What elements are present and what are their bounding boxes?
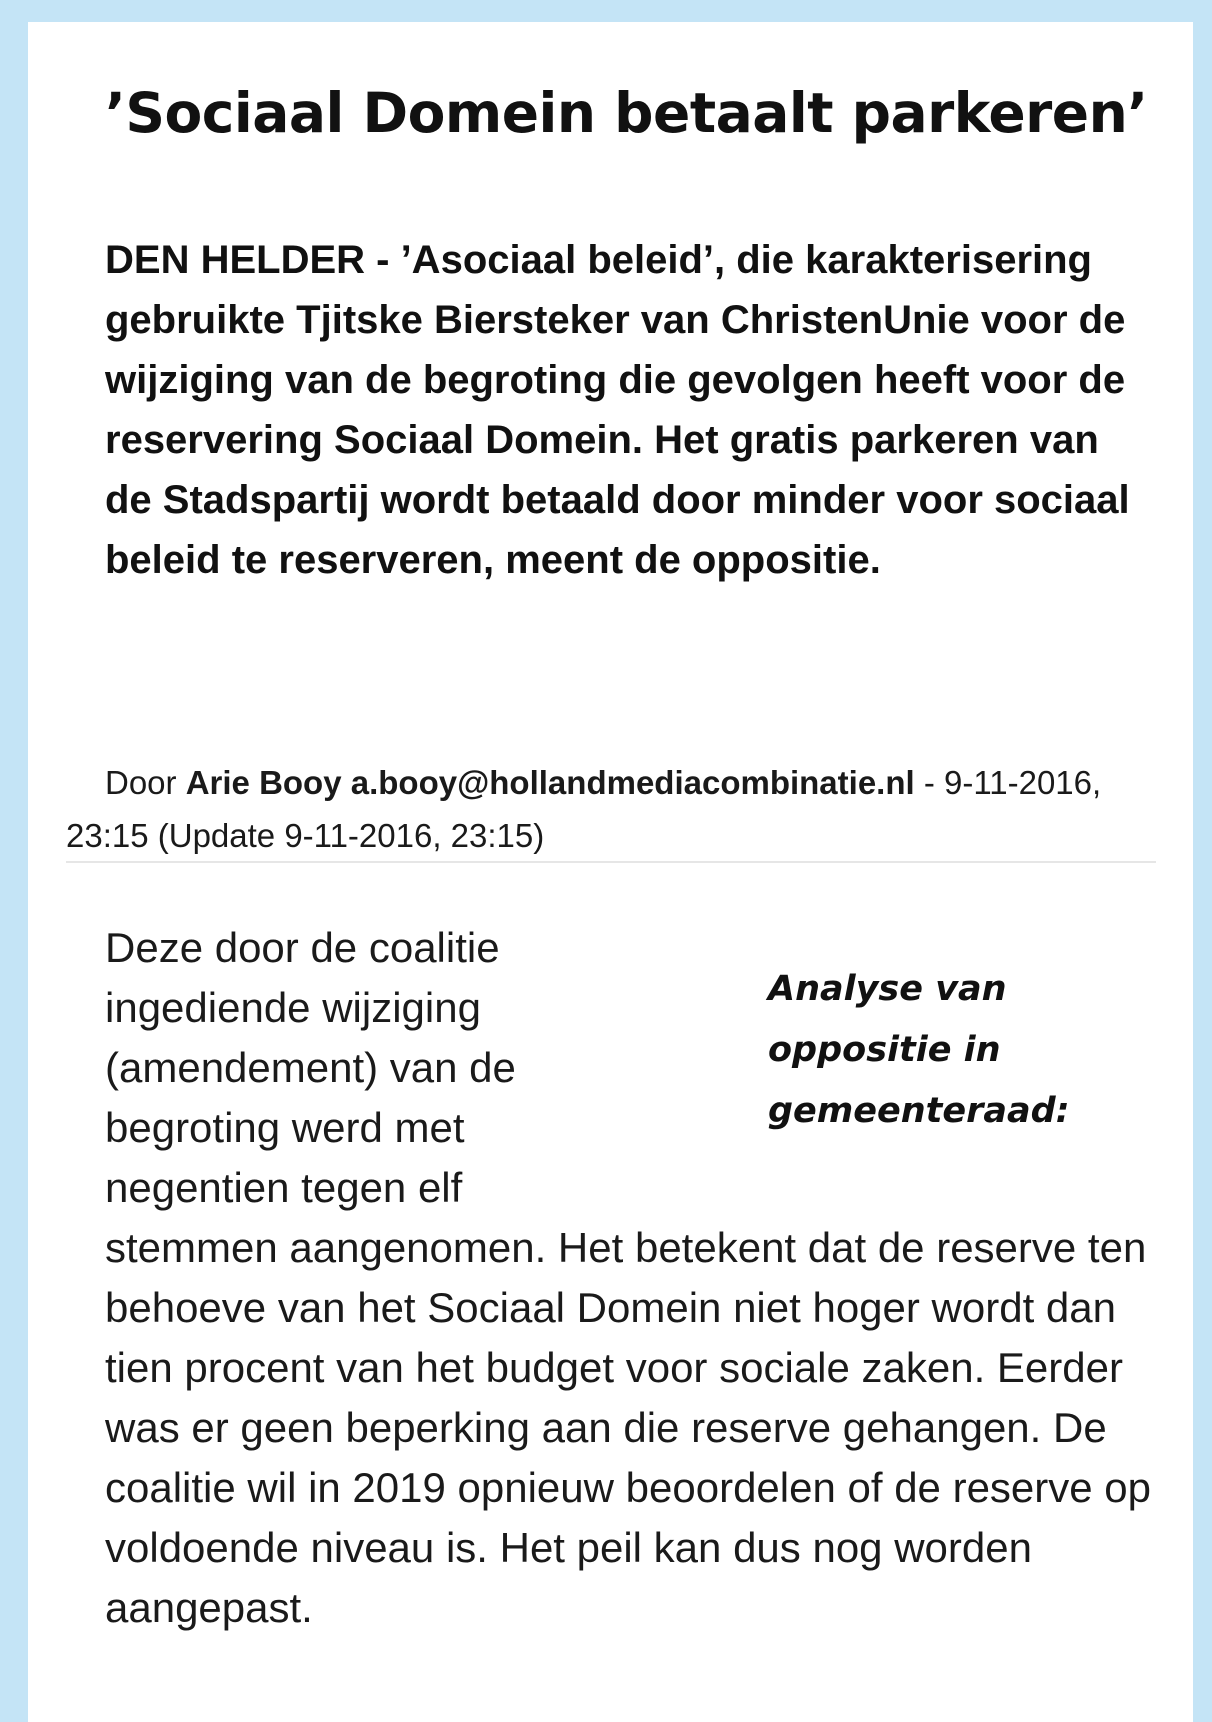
byline-email-link[interactable]: a.booy@hollandmediacombinatie.nl [350, 764, 915, 801]
byline-author: Arie Booy [185, 764, 342, 801]
sidebar-quote: Analyse van oppositie in gemeenteraad: [768, 969, 1070, 1131]
article-byline [66, 756, 1156, 862]
byline-prefix: Door [105, 764, 186, 801]
byline-date: - 9-11-2016, 23:15 (Update 9-11-2016, 23:15) [66, 764, 1102, 854]
byline-divider [66, 861, 1156, 863]
article-body [105, 918, 1155, 1638]
article-card [28, 22, 1193, 1722]
sidebar-quote-spacer [620, 918, 1155, 1196]
article-lead: DEN HELDER - ’Asociaal beleid’, die karakterisering gebruikte Tjitske Biersteker van ChristenUnie voor de wijziging van de begroting die gevolgen heeft voor de reservering Sociaal Domein. Het gratis parkeren van de Stadspartij wordt betaald door minder voor sociaal beleid te reserveren, meent de oppositie. [105, 238, 1130, 582]
article-headline: ’Sociaal Domein betaalt parkeren’ [105, 81, 1148, 145]
article-body-text: Deze door de coalitie ingediende wijziging (amendement) van de begroting werd met negentien tegen elf stemmen aangenomen. Het betekent dat de reserve ten behoeve van het Sociaal Domein niet hoger wordt dan tien procent van het budget voor sociale zaken. Eerder was er geen beperking aan die reserve gehangen. De coalitie wil in 2019 opnieuw beoordelen of de reserve op voldoende niveau is. Het peil kan dus nog worden aangepast. [105, 924, 1152, 1631]
